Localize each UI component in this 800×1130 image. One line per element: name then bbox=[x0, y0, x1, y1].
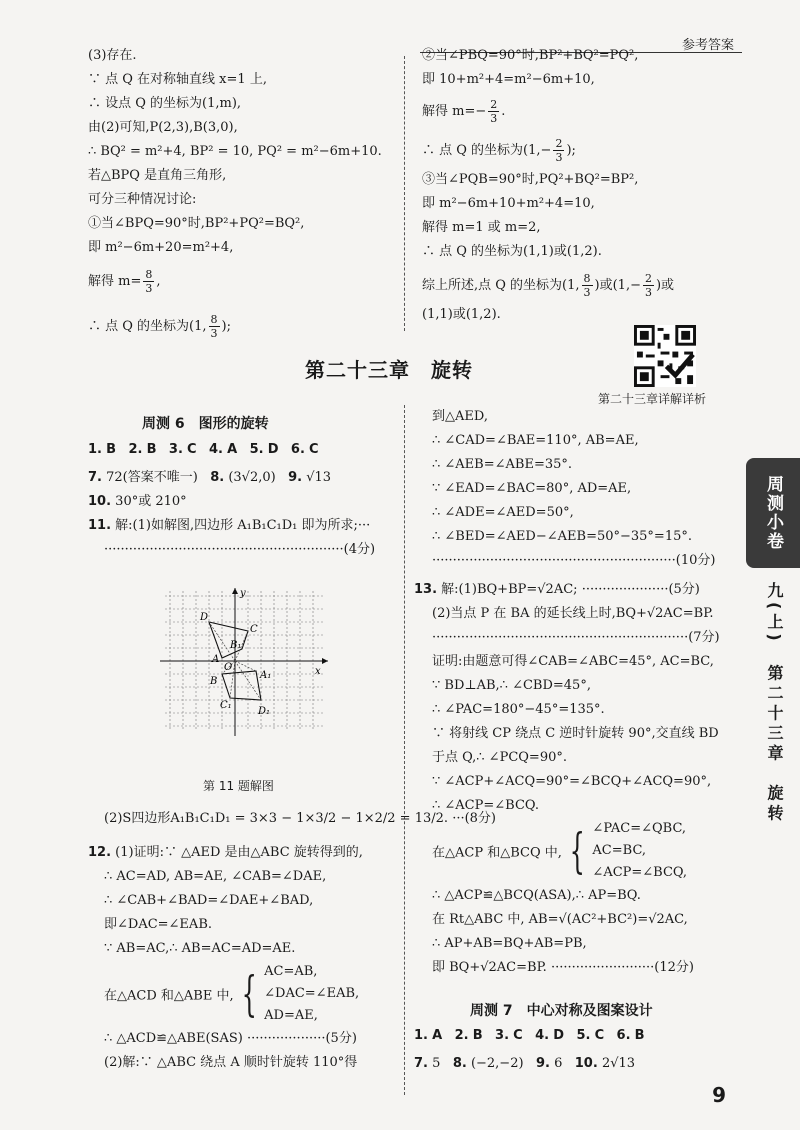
section-title: 周测 7 中心对称及图案设计 bbox=[470, 1003, 653, 1019]
text-line: ∴ ∠ACP=∠BCQ. bbox=[432, 798, 540, 813]
text-line: (2)当点 P 在 BA 的延长线上时,BQ+√2AC=BP. bbox=[432, 606, 714, 621]
answer: A bbox=[227, 442, 238, 457]
answer: C bbox=[513, 1028, 523, 1043]
text-line: 解:(1)如解图,四边形 A₁B₁C₁D₁ 即为所求;··· bbox=[115, 518, 371, 533]
answer: (3√2,0) bbox=[228, 470, 276, 485]
answer: 2√13 bbox=[601, 1056, 636, 1071]
left-top-column bbox=[88, 44, 398, 340]
text-line: 解得 m=1 或 m=2, bbox=[422, 220, 541, 235]
chapter-title: 第二十三章 旋转 bbox=[305, 358, 473, 382]
score-line: ···························································(10分) bbox=[432, 553, 716, 568]
denominator: 3 bbox=[583, 286, 591, 299]
denominator: 3 bbox=[555, 151, 563, 164]
text-line: 即 m²−6m+10+m²+4=10, bbox=[422, 196, 595, 211]
q-number: 5. bbox=[249, 442, 264, 457]
numerator: 8 bbox=[145, 268, 153, 281]
column-divider-bottom bbox=[404, 405, 405, 1095]
q-number: 3. bbox=[168, 442, 183, 457]
side-tab: 周测小卷 bbox=[746, 458, 800, 568]
label: x bbox=[315, 666, 321, 677]
brace-block bbox=[414, 818, 744, 884]
brace-items bbox=[592, 818, 687, 884]
q13-block bbox=[414, 578, 744, 980]
answer: B bbox=[146, 442, 157, 457]
text-line: ∴ ∠ADE=∠AED=50°, bbox=[432, 505, 574, 520]
solve-prefix: 解得 m=− bbox=[422, 104, 487, 119]
section7-answers bbox=[414, 1024, 744, 1076]
text-line: ∴ AC=AD, AB=AE, ∠CAB=∠DAE, bbox=[104, 869, 327, 884]
q-number: 8. bbox=[452, 1056, 467, 1071]
answer: C bbox=[594, 1028, 605, 1043]
score: ·····················(5分) bbox=[581, 582, 700, 597]
answer: 5 bbox=[432, 1056, 441, 1071]
q-number: 6. bbox=[290, 442, 305, 457]
text-line: 证明:由题意可得∠CAB=∠ABC=45°, AC=BC, bbox=[432, 654, 714, 669]
text-line: ∴ BQ² = m²+4, BP² = 10, PQ² = m²−6m+10. bbox=[88, 144, 382, 159]
label: O bbox=[224, 662, 233, 673]
q-number: 11. bbox=[88, 518, 112, 533]
q-number: 8. bbox=[210, 470, 225, 485]
denominator: 3 bbox=[644, 286, 652, 299]
q12-line bbox=[88, 841, 403, 865]
label: D bbox=[200, 612, 209, 623]
coord-line bbox=[422, 137, 742, 164]
label: y bbox=[240, 588, 246, 599]
text-line: ②当∠PBQ=90°时,BP²+BQ²=PQ², bbox=[422, 48, 639, 63]
text-line: 于点 Q,∴ ∠PCQ=90°. bbox=[432, 750, 567, 765]
text-line: ∴ AP+AB=BQ+AB=PB, bbox=[432, 936, 587, 951]
text-line: ∵ ∠ACP+∠ACQ=90°=∠BCQ+∠ACQ=90°, bbox=[432, 774, 712, 789]
q-number: 4. bbox=[208, 442, 223, 457]
text-line: 即 BQ+√2AC=BP. bbox=[432, 960, 547, 975]
q-number: 10. bbox=[574, 1056, 598, 1071]
text-line: ∵ ∠EAD=∠BAC=80°, AD=AE, bbox=[432, 481, 632, 496]
text-line: ∴ 设点 Q 的坐标为(1,m), bbox=[88, 96, 242, 111]
brace-item: AC=BC, bbox=[592, 843, 647, 858]
text-line: 可分三种情况讨论: bbox=[88, 192, 197, 207]
side-chapter-label: 九(上) 第二十三章 旋转 bbox=[765, 582, 784, 825]
text-line: ∵ AB=AC,∴ AB=AC=AD=AE. bbox=[104, 941, 296, 956]
text-line: 由(2)可知,P(2,3),B(3,0), bbox=[88, 120, 238, 135]
q-number: 7. bbox=[88, 470, 102, 485]
numerator: 2 bbox=[555, 137, 563, 150]
q11-line bbox=[88, 514, 403, 538]
brace-item: AC=AB, bbox=[264, 964, 318, 979]
q-number: 3. bbox=[495, 1028, 510, 1043]
fraction bbox=[553, 137, 564, 164]
label: B bbox=[210, 676, 218, 687]
brace-items bbox=[264, 961, 359, 1027]
q-number: 2. bbox=[454, 1028, 469, 1043]
answer: 6 bbox=[554, 1056, 563, 1071]
section-title: 周测 6 图形的旋转 bbox=[142, 416, 269, 432]
brace-item: ∠ACP=∠BCQ, bbox=[592, 865, 688, 880]
area-line bbox=[88, 803, 496, 835]
congruent-line bbox=[88, 1027, 403, 1051]
text-line: 即 10+m²+4=m²−6m+10, bbox=[422, 72, 595, 87]
mc-answers bbox=[88, 438, 403, 462]
q-number: 1. bbox=[414, 1028, 428, 1043]
q-number: 10. bbox=[88, 494, 112, 509]
numerator: 8 bbox=[583, 272, 591, 285]
qr-label: 第二十三章详解详析 bbox=[598, 392, 707, 406]
text-line: ∴ ∠CAB+∠BAD=∠DAE+∠BAD, bbox=[104, 893, 314, 908]
brace-block bbox=[88, 961, 403, 1027]
q13-line bbox=[414, 578, 744, 602]
mc-answers bbox=[414, 1024, 744, 1048]
text-line: (2)S四边形A₁B₁C₁D₁ = 3×3 − 1×3/2 − 1×2/2 = 13/2. bbox=[104, 811, 449, 826]
brace-prefix: 在△ACD 和△ABE 中, bbox=[104, 988, 234, 1004]
text-line: ∵ 点 Q 在对称轴直线 x=1 上, bbox=[88, 72, 267, 87]
coord-prefix: ∴ 点 Q 的坐标为(1, bbox=[88, 319, 207, 334]
text-line: ∴ ∠PAC=180°−45°=135°. bbox=[432, 702, 605, 717]
score: ·························(12分) bbox=[550, 960, 694, 975]
brace-icon: { bbox=[569, 823, 585, 879]
label: C bbox=[250, 624, 258, 635]
fraction bbox=[488, 98, 499, 125]
solve-suffix: , bbox=[156, 274, 161, 289]
text-line: 到△AED, bbox=[432, 409, 488, 424]
solve-prefix: 解得 m= bbox=[88, 274, 142, 289]
q-number: 12. bbox=[88, 845, 112, 860]
summary-part: 综上所述,点 Q 的坐标为(1, bbox=[422, 278, 580, 293]
fraction bbox=[582, 272, 593, 299]
q-number: 2. bbox=[128, 442, 143, 457]
q-number: 4. bbox=[535, 1028, 550, 1043]
last-line bbox=[414, 956, 744, 980]
coord-suffix: ); bbox=[221, 319, 231, 334]
fraction bbox=[143, 268, 154, 295]
fraction bbox=[643, 272, 654, 299]
answer: C bbox=[187, 442, 197, 457]
text-line: (3)存在. bbox=[88, 48, 137, 63]
coord-prefix: ∴ 点 Q 的坐标为(1,− bbox=[422, 143, 552, 158]
text-line: 若△BPQ 是直角三角形, bbox=[88, 168, 227, 183]
rotation-figure bbox=[160, 586, 335, 738]
brace-item: ∠DAC=∠EAB, bbox=[264, 986, 360, 1001]
coord-line bbox=[88, 313, 398, 340]
text-line: ∴ ∠CAD=∠BAE=110°, AB=AE, bbox=[432, 433, 639, 448]
text-line: ③当∠PQB=90°时,PQ²+BQ²=BP², bbox=[422, 172, 639, 187]
figure-caption: 第 11 题解图 bbox=[203, 779, 274, 793]
answer: B bbox=[634, 1028, 645, 1043]
numerator: 2 bbox=[490, 98, 498, 111]
score: ···················(5分) bbox=[246, 1031, 357, 1046]
label: A bbox=[212, 654, 220, 665]
summary-part: )或(1,− bbox=[594, 278, 641, 293]
summary-tail: (1,1)或(1,2). bbox=[422, 307, 501, 322]
answer: B bbox=[106, 442, 117, 457]
q-number: 6. bbox=[616, 1028, 631, 1043]
answer: D bbox=[553, 1028, 565, 1043]
fraction bbox=[209, 313, 220, 340]
answer: (−2,−2) bbox=[470, 1056, 524, 1071]
right-top-column bbox=[422, 44, 742, 327]
text-line: 在 Rt△ABC 中, AB=√(AC²+BC²)=√2AC, bbox=[432, 912, 688, 927]
solve-suffix: . bbox=[501, 104, 506, 119]
answer: √13 bbox=[306, 470, 332, 485]
text-line: ∵ 将射线 CP 绕点 C 逆时针旋转 90°,交直线 BD bbox=[432, 726, 719, 741]
fill-answers bbox=[88, 490, 403, 514]
left-bottom-column bbox=[88, 438, 403, 562]
text-line: 解:(1)BQ+BP=√2AC; bbox=[441, 582, 578, 597]
numerator: 2 bbox=[644, 272, 652, 285]
summary-line bbox=[422, 272, 742, 299]
answer: A bbox=[432, 1028, 443, 1043]
answer: 30°或 210° bbox=[115, 494, 187, 509]
text-line: ∵ BD⊥AB,∴ ∠CBD=45°, bbox=[432, 678, 591, 693]
text-line: ∴ △ACD≌△ABE(SAS) bbox=[104, 1031, 243, 1046]
header-title: 参考答案 bbox=[681, 38, 734, 53]
q-number: 13. bbox=[414, 582, 438, 597]
q-number: 1. bbox=[88, 442, 102, 457]
text-line: ∴ 点 Q 的坐标为(1,1)或(1,2). bbox=[422, 244, 602, 259]
q-number: 9. bbox=[288, 470, 303, 485]
qr-code-icon[interactable] bbox=[634, 325, 696, 387]
text-line: 即∠DAC=∠EAB. bbox=[104, 917, 212, 932]
summary-part: )或 bbox=[655, 278, 675, 293]
score: ···(8分) bbox=[452, 811, 496, 826]
answer: D bbox=[267, 442, 279, 457]
label: B₁ bbox=[230, 640, 242, 651]
label: D₁ bbox=[258, 706, 271, 717]
label: A₁ bbox=[260, 670, 272, 681]
text-line: ①当∠BPQ=90°时,BP²+PQ²=BQ², bbox=[88, 216, 305, 231]
label: C₁ bbox=[220, 700, 232, 711]
brace-prefix: 在△ACP 和△BCQ 中, bbox=[432, 845, 562, 861]
answer: B bbox=[472, 1028, 483, 1043]
right-bottom-column bbox=[432, 405, 742, 573]
q-number: 9. bbox=[535, 1056, 550, 1071]
solve-line bbox=[88, 268, 398, 295]
text-line: ∴ ∠AEB=∠ABE=35°. bbox=[432, 457, 573, 472]
score-line: ······························································(7分) bbox=[432, 630, 720, 645]
column-divider-top bbox=[404, 56, 405, 331]
answer: C bbox=[309, 442, 319, 457]
score-line: ··························································(4分) bbox=[104, 542, 376, 557]
page-number: 9 bbox=[712, 1083, 726, 1107]
denominator: 3 bbox=[490, 112, 498, 125]
text-line: (1)证明:∵ △AED 是由△ABC 旋转得到的, bbox=[115, 845, 363, 860]
text-line: ∴ △ACP≌△BCQ(ASA),∴ AP=BQ. bbox=[432, 888, 641, 903]
text-line: 即 m²−6m+20=m²+4, bbox=[88, 240, 234, 255]
q-number: 5. bbox=[576, 1028, 591, 1043]
solve-line bbox=[422, 98, 742, 125]
denominator: 3 bbox=[210, 327, 218, 340]
coord-suffix: ); bbox=[566, 143, 576, 158]
fill-answers bbox=[414, 1052, 744, 1076]
text-line: ∴ ∠BED=∠AED−∠AEB=50°−35°=15°. bbox=[432, 529, 692, 544]
answer: 72(答案不唯一) bbox=[106, 470, 198, 485]
brace-icon: { bbox=[241, 966, 257, 1022]
denominator: 3 bbox=[145, 282, 153, 295]
fill-answers bbox=[88, 466, 403, 490]
brace-item: AD=AE, bbox=[264, 1008, 318, 1023]
numerator: 8 bbox=[210, 313, 218, 326]
text-line: (2)解:∵ △ABC 绕点 A 顺时针旋转 110°得 bbox=[104, 1055, 358, 1070]
brace-item: ∠PAC=∠QBC, bbox=[592, 821, 687, 836]
q-number: 7. bbox=[414, 1056, 428, 1071]
